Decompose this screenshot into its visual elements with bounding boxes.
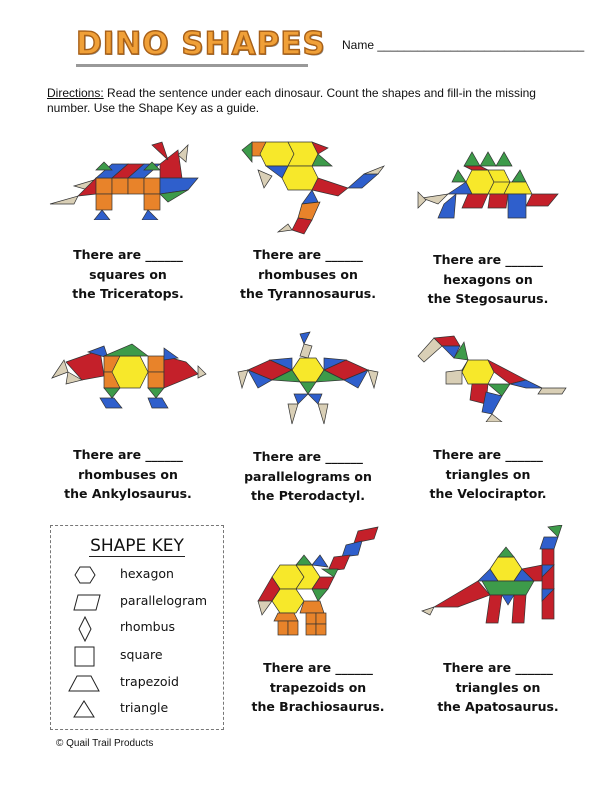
triceratops-image <box>48 140 208 220</box>
shape-key-item <box>65 697 225 721</box>
velociraptor-image <box>406 332 571 422</box>
trapezoid-icon <box>65 671 105 695</box>
question-pterodactyl <box>218 447 398 506</box>
shape-key-item <box>65 590 225 614</box>
question-line: hexagons on <box>443 271 533 287</box>
shape-key-item <box>65 644 225 668</box>
directions-text: Read the sentence under each dinosaur. Count the shapes and fill-in the missing number. Use the Shape Key as a guide. <box>47 86 536 115</box>
shape-key-title: SHAPE KEY <box>90 536 184 556</box>
question-line: the Tyrannosaurus. <box>240 286 376 301</box>
apatosaurus-cell <box>408 525 588 717</box>
question-triceratops <box>38 245 218 304</box>
question-line: trapezoids on <box>269 679 367 695</box>
question-line: rhombuses on <box>78 466 178 482</box>
shape-key-label: hexagon <box>120 566 174 581</box>
shape-key-label: triangle <box>120 700 169 715</box>
question-velociraptor <box>398 445 578 504</box>
shape-key-label: square <box>120 647 163 662</box>
parallelogram-icon <box>65 590 105 614</box>
question-line: the Stegosaurus. <box>427 291 549 306</box>
question-line: parallelograms on <box>244 468 372 484</box>
title-underline <box>76 64 308 67</box>
shape-key <box>50 525 224 730</box>
rhombus-icon <box>65 616 105 642</box>
question-line-blank[interactable]: There are ______ <box>433 447 543 462</box>
question-line-blank[interactable]: There are ______ <box>73 247 183 262</box>
question-line: the Ankylosaurus. <box>64 486 192 501</box>
question-line: the Pterodactyl. <box>250 488 366 503</box>
velociraptor-cell <box>398 332 578 504</box>
copyright: © Quail Trail Products <box>56 738 154 749</box>
question-tyrannosaurus <box>218 245 398 304</box>
directions-label: Directions: <box>47 86 104 100</box>
question-line: triangles on <box>445 466 531 482</box>
shape-key-item <box>65 671 225 695</box>
question-line: the Velociraptor. <box>429 486 547 501</box>
question-line: rhombuses on <box>258 266 358 282</box>
question-line: triangles on <box>455 679 541 695</box>
question-line: the Apatosaurus. <box>437 699 559 714</box>
question-line: squares on <box>89 266 167 282</box>
ankylosaurus-image <box>48 338 208 413</box>
question-line-blank[interactable]: There are ______ <box>443 660 553 675</box>
tyrannosaurus-cell <box>218 140 398 304</box>
ankylosaurus-cell <box>38 338 218 504</box>
question-line-blank[interactable]: There are ______ <box>73 447 183 462</box>
shape-key-item <box>65 616 225 640</box>
question-line: the Brachiosaurus. <box>251 699 385 714</box>
stegosaurus-cell <box>398 148 578 309</box>
apatosaurus-image <box>418 525 578 640</box>
triceratops-cell <box>38 140 218 304</box>
pterodactyl-image <box>228 330 388 430</box>
question-line: the Triceratops. <box>72 286 184 301</box>
question-line-blank[interactable]: There are ______ <box>433 252 543 267</box>
question-ankylosaurus <box>38 445 218 504</box>
directions <box>47 86 567 116</box>
name-field[interactable]: Name _______________________________ <box>342 38 585 52</box>
brachiosaurus-cell <box>228 525 408 717</box>
brachiosaurus-image <box>238 525 398 640</box>
shape-key-label: rhombus <box>120 619 176 634</box>
hexagon-icon <box>65 563 105 587</box>
shape-key-label: parallelogram <box>120 593 208 608</box>
pterodactyl-cell <box>218 330 398 506</box>
question-line-blank[interactable]: There are ______ <box>253 247 363 262</box>
shape-key-label: trapezoid <box>120 674 179 689</box>
triangle-icon <box>65 697 105 721</box>
question-stegosaurus <box>398 250 578 309</box>
worksheet-title: DINO SHAPES <box>76 26 326 62</box>
question-line-blank[interactable]: There are ______ <box>263 660 373 675</box>
question-brachiosaurus <box>228 658 408 717</box>
tyrannosaurus-image <box>228 140 388 235</box>
question-apatosaurus <box>408 658 588 717</box>
square-icon <box>65 644 105 668</box>
question-line-blank[interactable]: There are ______ <box>253 449 363 464</box>
stegosaurus-image <box>408 148 568 223</box>
shape-key-item <box>65 563 225 587</box>
